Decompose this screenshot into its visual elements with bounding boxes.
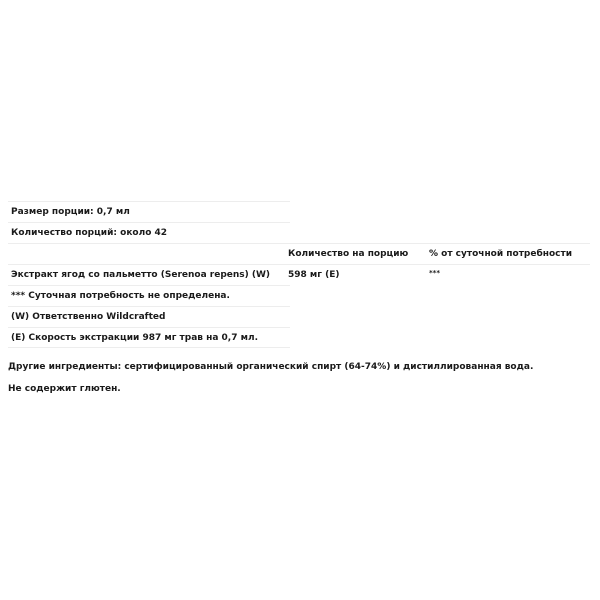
table-header-row [8, 243, 590, 264]
other-ingredients: Другие ингредиенты: сертифицированный органический спирт (64-74%) и дистиллированная вода. [8, 362, 534, 372]
column-header-amount: Количество на порцию [288, 249, 409, 259]
footnote-row [8, 327, 290, 348]
ingredient-row [8, 264, 590, 285]
servings-per-container: Количество порций: около 42 [11, 228, 168, 238]
serving-size-row [8, 201, 290, 222]
gluten-statement: Не содержит глютен. [8, 384, 121, 394]
servings-per-container-row [8, 222, 290, 243]
ingredient-daily-value: *** [429, 269, 440, 277]
supplement-facts-table [8, 201, 590, 348]
footnote-row [8, 285, 290, 306]
serving-size: Размер порции: 0,7 мл [11, 207, 130, 217]
footnote-extraction-rate: (E) Скорость экстракции 987 мг трав на 0,7 мл. [11, 332, 258, 343]
ingredient-name: Экстракт ягод со пальметто (Serenoa repens) (W) [11, 270, 271, 280]
footnote-row [8, 306, 290, 327]
footnote-wildcrafted: (W) Ответственно Wildcrafted [11, 312, 166, 322]
ingredient-amount: 598 мг (E) [288, 270, 340, 280]
footnote-daily-value: *** Суточная потребность не определена. [11, 291, 230, 301]
column-header-daily-value: % от суточной потребности [429, 249, 573, 259]
